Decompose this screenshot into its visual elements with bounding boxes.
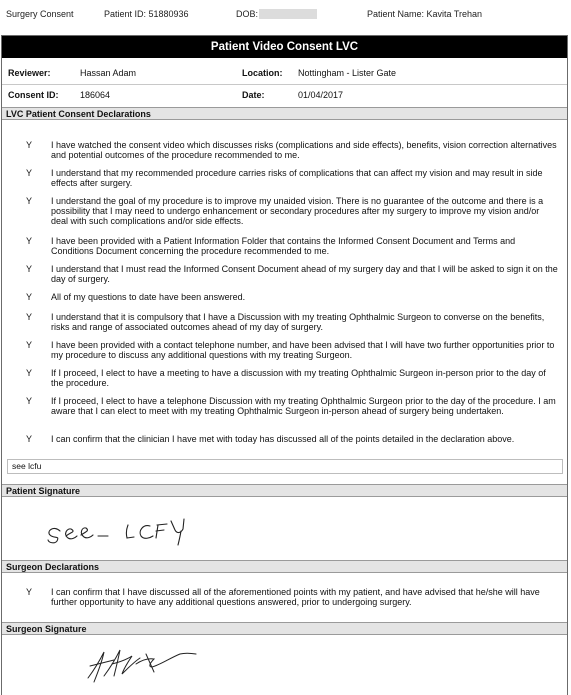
patient-signature-header: Patient Signature — [2, 484, 567, 497]
date-label: Date: — [242, 90, 265, 100]
declaration-answer: Y — [26, 196, 33, 206]
form-name: Surgery Consent — [6, 9, 74, 19]
declaration-text: I have been provided with a Patient Information Folder that contains the Informed Consent Document and Terms and Conditions Document concerning the procedure recommended to me. — [51, 236, 516, 256]
declaration-text: I have been provided with a contact telephone number, and have been advised that I will have two further opportunities prior to my procedure to discuss any additional questions with my treating Surgeon. — [51, 340, 555, 360]
declaration-text: I have watched the consent video which discusses risks (complications and side effects), benefits, vision correction alternatives and potential outcomes of the procedure recommended to me. — [51, 140, 557, 160]
document-header — [0, 0, 571, 30]
patient-id: Patient ID: 51880936 — [104, 9, 189, 19]
form-title: Patient Video Consent LVC — [2, 36, 567, 58]
dob-redacted-value — [259, 9, 317, 19]
surgeon-declaration-answer: Y — [26, 587, 33, 597]
dob-label: DOB: — [236, 9, 259, 19]
declaration-answer: Y — [26, 264, 33, 274]
declaration-text: All of my questions to date have been answered. — [51, 292, 246, 302]
declaration-answer: Y — [26, 168, 33, 178]
declaration-text: If I proceed, I elect to have a meeting to have a discussion with my treating Ophthalmic Surgeon in-person prior to the day of the procedure. — [51, 368, 546, 388]
declaration-text: I understand that it is compulsory that I have a Discussion with my treating Ophthalmic Surgeon to converse on the benefits, risks and range of associated outcomes ahead of my day of surgery. — [51, 312, 545, 332]
declaration-answer: Y — [26, 396, 33, 406]
reviewer-label: Reviewer: — [8, 68, 51, 78]
declarations-note: see lcfu — [7, 459, 563, 474]
surgeon-declarations-header: Surgeon Declarations — [2, 560, 567, 573]
consent-row — [2, 84, 567, 106]
declaration-answer: Y — [26, 236, 33, 246]
patient-signature-image — [40, 506, 220, 546]
surgeon-signature-image — [80, 640, 220, 690]
consent-id-value: 186064 — [80, 90, 111, 100]
patient-name: Patient Name: Kavita Trehan — [367, 9, 483, 19]
location-label: Location: — [242, 68, 283, 78]
declaration-answer: Y — [26, 140, 33, 150]
declaration-answer: Y — [26, 340, 33, 350]
declaration-answer: Y — [26, 434, 33, 444]
declaration-answer: Y — [26, 312, 33, 322]
declarations-header: LVC Patient Consent Declarations — [2, 107, 567, 120]
declaration-text: I understand that my recommended procedure carries risks of complications that can affect my vision and may result in side effects after surgery. — [51, 168, 543, 188]
date-value: 01/04/2017 — [298, 90, 344, 100]
reviewer-value: Hassan Adam — [80, 68, 137, 78]
declaration-text: I can confirm that the clinician I have met with today has discussed all of the points detailed in the declaration above. — [51, 434, 515, 444]
reviewer-row — [2, 62, 567, 84]
consent-id-label: Consent ID: — [8, 90, 59, 100]
location-value: Nottingham - Lister Gate — [298, 68, 397, 78]
declaration-text: If I proceed, I elect to have a telephone Discussion with my treating Ophthalmic Surgeon prior to the day of the procedure. I am aware that I can elect to meet with my treating Ophthalmic Surgeon in-person ahead of surgery being undertaken. — [51, 396, 556, 416]
declaration-answer: Y — [26, 368, 33, 378]
declaration-answer: Y — [26, 292, 33, 302]
surgeon-signature-header: Surgeon Signature — [2, 622, 567, 635]
surgeon-declaration-text: I can confirm that I have discussed all of the aforementioned points with my patient, and have advised that he/she will have further opportunity to have any additional questions answered, prior to undergoing surgery. — [51, 587, 540, 607]
declaration-text: I understand that I must read the Informed Consent Document ahead of my surgery day and that I will be asked to sign it on the day of surgery. — [51, 264, 558, 284]
declaration-text: I understand the goal of my procedure is to improve my unaided vision. There is no guarantee of the outcome and there is a possibility that I may need to undergo enhancement or secondary procedures after my surgery to improve my vision and/or deal with such complications and/or side effects. — [51, 196, 544, 226]
